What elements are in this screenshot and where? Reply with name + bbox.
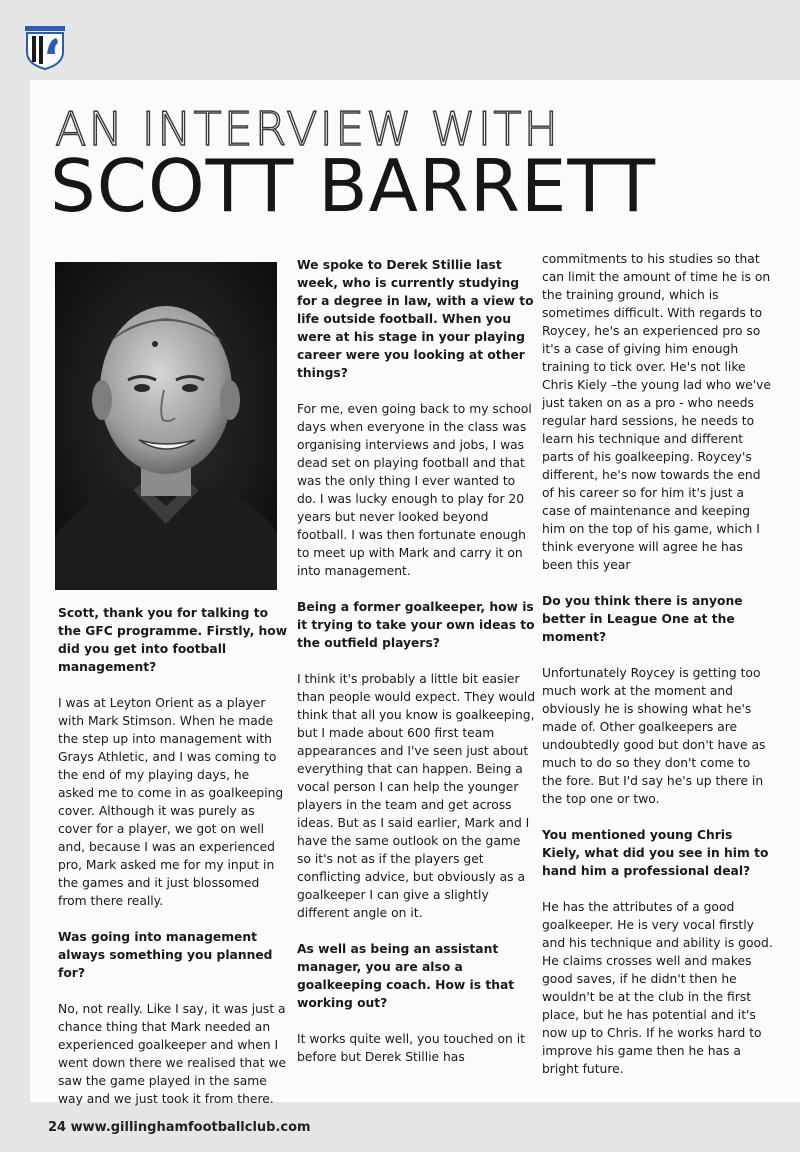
question-5: As well as being an assistant manager, you are also a goalkeeping coach. How is that working out? xyxy=(297,942,515,1010)
article-column-3 xyxy=(542,250,774,1096)
question-6: Do you think there is anyone better in League One at the moment? xyxy=(542,594,743,644)
answer-5-start: It works quite well, you touched on it before but Derek Stillie has xyxy=(297,1032,525,1064)
answer-6: Unfortunately Roycey is getting too much work at the moment and obviously he is showing what he's made of. Other goalkeepers are undoubtedly good but don't have as much to do so they don't come to the fore. But I'd say he's up there in the top one or two. xyxy=(542,666,766,806)
headline-intro: AN INTERVIEW WITH xyxy=(55,102,561,156)
portrait-photo xyxy=(55,262,277,590)
page-footer: 24 www.gillinghamfootballclub.com xyxy=(48,1120,311,1135)
answer-1: I was at Leyton Orient as a player with Mark Stimson. When he made the step up into management with Grays Athletic, and I was coming to the end of my playing days, he asked me to come in as goalkeeping cover. Although it was purely as cover for a player, we got on well and, because I was an experienced pro, Mark asked me for my input in the games and it just blossomed from there really. xyxy=(58,696,284,908)
answer-5-continued: commitments to his studies so that can limit the amount of time he is on the training ground, which is sometimes difficult. With regards to Roycey, he's an experienced pro so it's a case of giving him enough training to tick over. He's not like Chris Kiely –the young lad who we've just taken on as a pro - who needs regular hard sessions, he needs to learn his technique and different parts of his goalkeeping. Roycey's different, he's now towards the end of his career so for him it's just a case of maintenance and keeping him on the top of his game, which I think everyone will agree he has been this year xyxy=(542,252,771,572)
answer-4: I think it's probably a little bit easier than people would expect. They would think that all you know is goalkeeping, but I made about 600 first team appearances and I've seen just about everything that can happen. Being a vocal person I can help the younger players in the team and get across ideas. But as I said earlier, Mark and I have the same outlook on the game so it's not as if the players get conflicting advice, but obviously as a goalkeeper I can give a slightly different angle on it. xyxy=(297,672,535,920)
question-3: We spoke to Derek Stillie last week, who is currently studying for a degree in law, with a view to life outside football. When you were at his stage in your playing career were you looking at other things? xyxy=(297,258,534,380)
club-crest-icon xyxy=(24,24,66,70)
question-2: Was going into management always something you planned for? xyxy=(58,930,273,980)
headline-name: SCOTT BARRETT xyxy=(50,144,657,228)
article-column-2 xyxy=(297,256,535,1084)
question-1: Scott, thank you for talking to the GFC programme. Firstly, how did you get into football management? xyxy=(58,606,288,674)
article-column-1 xyxy=(58,604,288,1126)
question-7: You mentioned young Chris Kiely, what did you see in him to hand him a professional deal? xyxy=(542,828,769,878)
answer-3: For me, even going back to my school days when everyone in the class was organising interviews and jobs, I was dead set on playing football and that was the only thing I ever wanted to do. I was lucky enough to play for 20 years but never looked beyond football. I was then fortunate enough to meet up with Mark and carry it on into management. xyxy=(297,402,532,578)
answer-7: He has the attributes of a good goalkeeper. He is very vocal firstly and his technique and ability is good. He claims crosses well and makes good saves, if he didn't then he wouldn't be at the club in the first place, but he has potential and it's now up to Chris. If he works hard to improve his game then he has a bright future. xyxy=(542,900,773,1076)
answer-2: No, not really. Like I say, it was just a chance thing that Mark needed an experienced goalkeeper and when I went down there we realised that we saw the game played in the same way and we just took it from there. xyxy=(58,1002,287,1106)
question-4: Being a former goalkeeper, how is it trying to take your own ideas to the outfield players? xyxy=(297,600,535,650)
